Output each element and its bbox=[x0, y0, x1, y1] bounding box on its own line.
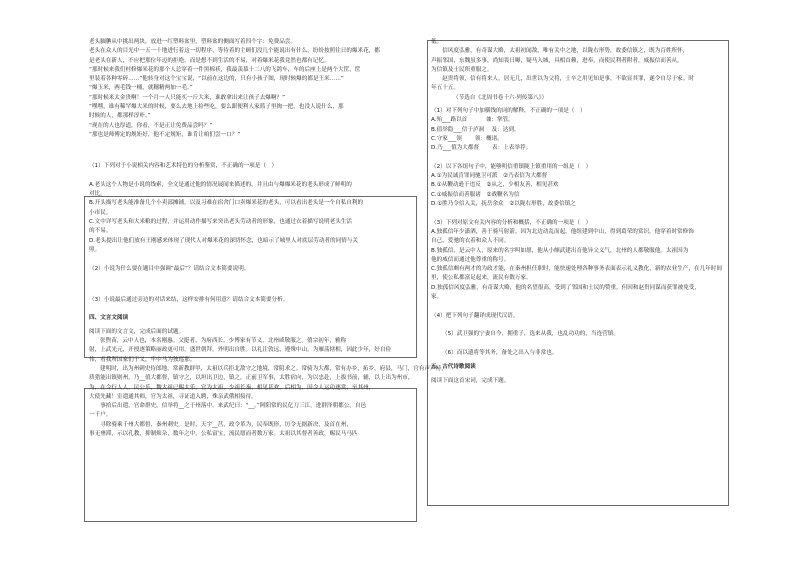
passage-intro: 阅读下面的文言文，完成后面的试题。 bbox=[89, 328, 185, 335]
option-line: C.①威振信而善服诸 ②战鞭名为信 bbox=[431, 191, 520, 198]
passage-line: 事拾后出遣，官命群史，信举将__之于州落中。来武纪曰：“__。”阿阳常的民亿刀三江，进群泽朝都公，自邑 bbox=[89, 403, 367, 410]
option-line: 照。 bbox=[89, 246, 101, 253]
story-line: “那时候米太金贵啊！一个月一人只能买一斤大米，谁敢拿出来让孩子去爆啊？” bbox=[89, 94, 285, 101]
option-line: D.独孤信风度弘雅，有奇谋大略，他的名望很高，受到了邻国和士民的赞重，但因和赵贵同谋而获罪被免受， bbox=[431, 284, 700, 291]
option-line: A.①为民诚肯罪同驰卫可派 ②乃表信为大都督 bbox=[431, 173, 548, 180]
question-2: （2）小说为什么要在题目中强调“最后”？请结合文本简要说明。 bbox=[89, 265, 250, 272]
story-line: 是老头在新人，不应把那位年迈的拒绝，而是想不到生活的不易，对着爆米花我竟然也都有记忆。 bbox=[89, 57, 330, 64]
option-line: 的不易。 bbox=[89, 228, 112, 235]
story-line: 老头腼腆从中挑出两块，放进一红塑料盆里，塑料盆的侧面写着四个字：免费品尝。 bbox=[89, 39, 296, 45]
question-3-intro: （3）下列对原文有关内容的分析和概括，不正确的一项是（ ） bbox=[431, 219, 592, 226]
story-line: 老头在众人的目光中一五一十地进行着这一切程序，等待着的主顾们没几个能说出有什么，纷纷按照往日的爆米花，都 bbox=[89, 48, 380, 55]
passage-line: 寻除骑乘千州大都督，秦州刺史。是时，天宇__莒，政令革为，民奉既形，厉令无据新决，及首在州， bbox=[89, 421, 352, 428]
poem-intro: 阅读下面这首宋词，完成下题。 bbox=[431, 378, 510, 385]
story-line: “爆玉米，两毛钱一桶，就穗精两加一毛。” bbox=[89, 85, 193, 92]
option-line: A.老头这个人物是小说的线索，全文是通过他的情况展闻来描述的，并且由与爆爆米花的老头形成了鲜明的 bbox=[89, 181, 352, 188]
option-line: B.独孤信，是云中人，原来的名字叫如愿，他从小颇武建出育他异父义气，北州的人都敬服他。太祖因为 bbox=[431, 247, 689, 254]
passage-line: 声振邻国，东魏虽多事，尚知畏日曝，疑马入城，具相首赖，进奉，而使民利者附者，威振信而善从。 bbox=[431, 57, 683, 64]
option-line: 小市民。 bbox=[89, 209, 112, 216]
story-line: “那时候来我们村修爆米花的那个人总穿着一件黑棉袄，我最羡慕十二八的飞鸽车，车的后座上是两个大筐，筐 bbox=[89, 66, 361, 73]
option-line: D.乃___值为大都督 表：上表举荐。 bbox=[431, 145, 532, 152]
option-line: B.①从鞭动逊于违反 ②从之，少相友善，相见甚欢 bbox=[431, 182, 559, 189]
option-line: 对比。 bbox=[89, 191, 106, 198]
story-line: “嘿嘿，谁有稀罕爆大米的时候，要么去地上捡些吃，要么跟便利人家篮子里掏一把，也没人说什么，那 bbox=[89, 104, 344, 111]
option-line: A.独孤信年少潇洒，善于骑马射箭。因为北边动乱而起，他组建到中山，得到葛荣的赏识，他穿着时常修饰 bbox=[431, 228, 694, 235]
question-1-intro: （1）下列对于小说相关内容和艺术特色的分析鉴赏，不正确的一项是（ ） bbox=[89, 163, 278, 170]
passage-line: 伟，看我所国家们于义，牢中马为独巡那。 bbox=[89, 356, 196, 363]
option-line: C.守家___领 领：概诸。 bbox=[431, 135, 503, 142]
question-4-sentence-b: （6）而以遗将等其务，备处之出入与非常也。 bbox=[442, 349, 558, 356]
passage-line: 建明时，出为州刺史侍郎地，常新教群甲，太祖以兵拒北敌守之地境，常阴求之。常骑为大都，常有办乡，拓乡，府县，马门，官有声声特， bbox=[100, 365, 447, 372]
passage-line: 事无壅滞，示以孔教，抑制烦杂，数年之中，公私富宝，流民愿而者数万家。太祖以其督者善政，赐民马马匹 bbox=[89, 430, 358, 437]
passage-source: （节选自《北周书卷十六·列传第八》） bbox=[453, 94, 548, 101]
section-5-heading: 五、古代诗歌阅读 bbox=[431, 364, 476, 371]
option-line: B.值举隐___信于泸洞 及：达到。 bbox=[431, 126, 520, 133]
story-line: “那也是师傅定的规矩好，他不定规矩，谁肯让咱们尝一口？” bbox=[89, 131, 241, 138]
option-line: 自己，爱驰的衣着和众人不同。 bbox=[431, 238, 510, 245]
option-line: 里，使公私都富足起来，流民有数万家。 bbox=[431, 275, 532, 282]
question-4-sentence-a: （5）武卫强的宁妻自今，拥重子，选来从我，也乱功功的，当连营镇。 bbox=[442, 331, 619, 338]
passage-line: 信风度弘雅，有奇谋大略，太祖初闻敌，唯有关中之地，以陇右形势，故委信镇之，既为百姓所怀， bbox=[431, 48, 689, 55]
story-line: “现在的人也厚道，你看，不是正让免费品尝吗？” bbox=[89, 122, 213, 129]
option-line: D.①胜乃令信入关，抚岳余众 ②以陇右形胜，故委信镇之 bbox=[431, 201, 576, 208]
passage-line: 一千户。 bbox=[89, 412, 112, 419]
question-1-intro: （1）对下列句子中加横线的词的解释，不正确的一项是（ ） bbox=[431, 108, 586, 115]
option-line: 家。 bbox=[431, 294, 443, 301]
passage-line: 年五十五。 bbox=[431, 85, 459, 92]
passage-line: 射，上武光元，开授逐策略丽政更可用，盛世朝拜，外明出自胜。以礼注敦远，遵殊中山，为雁荡辖相，因此少年，好自俭 bbox=[89, 347, 392, 354]
question-4: （4）把下列句子翻译成现代汉语。 bbox=[431, 312, 519, 319]
passage-line: 大使先藏！室遣通其师，官为太祖，寻证道入聘，殊亲武俄相接待。 bbox=[89, 393, 257, 400]
option-line: 他的威信而通过他尊重的称号。 bbox=[431, 256, 510, 263]
section-4-heading: 四、文言文阅读 bbox=[89, 315, 129, 322]
option-line: A.殆___路以首 兼：掌管。 bbox=[431, 117, 514, 124]
right-column bbox=[431, 38, 723, 387]
passage-line: 质猎能出镇则州，乃__值大都督，镇守之，以坦出卫边，镇之，正前卫军事，太胜宿向，为以忠赴，上拔书前，辅，以上出为州市， bbox=[89, 375, 414, 382]
option-line: D.老头提出让他们放有王刚感来体现了现代人对爆米花的深切怀念，也暗示了城里人对底层劳动者的同情与关 bbox=[89, 237, 358, 244]
question-3: （3）小说最后通过旁边的对话来结，这样安排有何用意？请结合文本简要分析。 bbox=[89, 296, 289, 303]
passage-line: 低。 bbox=[431, 39, 443, 45]
option-line: B.开头描写老头能准备几个小卖部摊铺，以及习难在宿舍门口卖爆米花的老头，可以看出老头是一个自私自利的 bbox=[89, 200, 364, 207]
passage-line: 赵贵将领，信有将来人，居无几，出世以为父将，士卒之用见知是事，不欲显其罪，遂令自尽于家。时 bbox=[431, 76, 694, 83]
question-2-intro: （2）以下各组句子中，能够明信重镇陇上镇重用的一组是（ ） bbox=[431, 163, 592, 170]
passage-line: 为信镇及士民所重服之。 bbox=[431, 66, 493, 73]
story-line: 里装着各种零碎……”他转身对这个宝宝说，“以前在这边的，只有小孩子图，现时候爆的都是王米……” bbox=[89, 76, 344, 83]
option-line: C.文中详写老头和大米粮的过程，并运用动作描写来突出老头劳动者的形象，也通过衣着描写说明老头生活 bbox=[89, 219, 352, 226]
story-line: 时候的人，都那样淳朴。” bbox=[89, 113, 151, 120]
passage-line: 为，在令行人人，民公乐，魏太祖已赐太乐，官为太祖，少祖长秦，相见甚欢，后相为，因令人运功逐赏，至其州， bbox=[89, 384, 375, 391]
option-line: C.独孤信颇有两才的为政才能，在秦州担任职时，能快速处理各种事务表面表示礼义教化，新的农业生产，在几年时间 bbox=[431, 266, 722, 273]
passage-line: 张煦苗，云中人也，本名刚惠。父挺者，为府西长，少博家有节义，北州咸敬服之。僖宗初年，雅称 bbox=[100, 338, 347, 345]
